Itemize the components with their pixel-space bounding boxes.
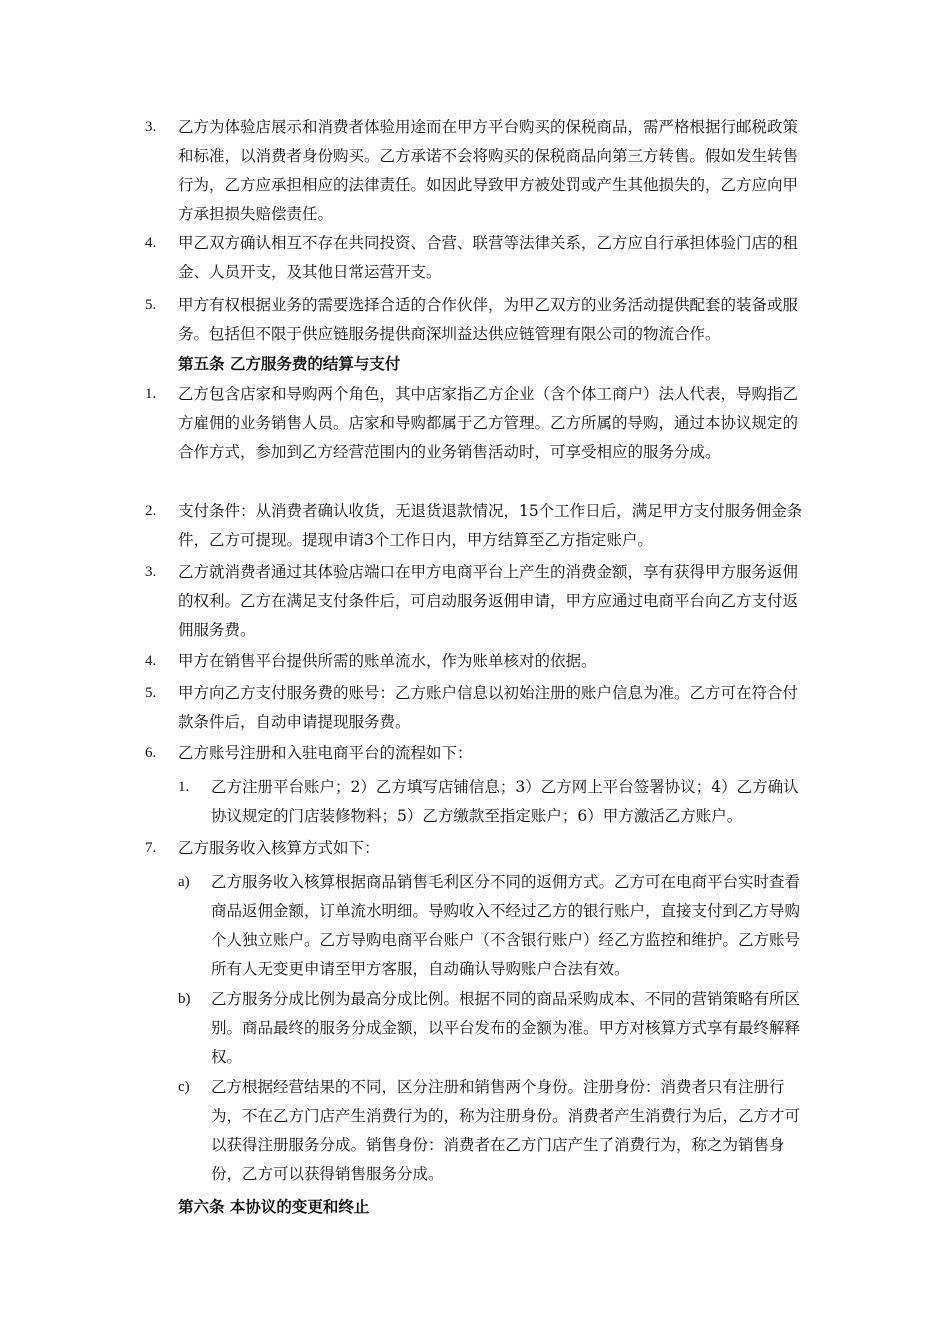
item-text: 支付条件：从消费者确认收货，无退货退款情况，15个工作日后，满足甲方支付服务佣金条件，乙方可提现。提现申请3个工作日内，甲方结算至乙方指定账户。 — [178, 502, 803, 549]
item-text: 乙方账号注册和入驻电商平台的流程如下： — [178, 744, 473, 762]
sub-item — [178, 868, 810, 984]
item-letter: b) — [178, 991, 191, 1007]
item-number: 7. — [145, 840, 157, 856]
item-text: 乙方注册平台账户；2）乙方填写店铺信息；3）乙方网上平台签署协议；4）乙方确认协议规定的门店装修物料；5）乙方缴款至指定账户；6）甲方激活乙方账户。 — [211, 778, 799, 825]
item-letter: c) — [178, 1079, 190, 1095]
list-item — [145, 291, 810, 349]
item-text: 乙方服务分成比例为最高分成比例。根据不同的商品采购成本、不同的营销策略有所区别。商品最终的服务分成金额，以平台发布的金额为准。甲方对核算方式享有最终解释权。 — [211, 990, 801, 1066]
list-item — [145, 229, 810, 287]
item-number: 1. — [178, 779, 190, 795]
item-text: 乙方根据经营结果的不同，区分注册和销售两个身份。注册身份：消费者只有注册行为，不在乙方门店产生消费行为的，称为注册身份。消费者产生消费行为后，乙方才可以获得注册服务分成。销售身份：消费者在乙方门店产生了消费行为，称之为销售身份，乙方可以获得销售服务分成。 — [211, 1078, 801, 1183]
item-number: 5. — [145, 685, 157, 701]
item-number: 1. — [145, 386, 157, 402]
item-number: 6. — [145, 745, 157, 761]
list-item — [145, 834, 810, 863]
list-item — [145, 558, 810, 645]
list-item — [145, 739, 810, 768]
item-text: 乙方服务收入核算根据商品销售毛利区分不同的返佣方式。乙方可在电商平台实时查看商品返佣金额，订单流水明细。导购收入不经过乙方的银行账户，直接支付到乙方导购个人独立账户。乙方导购电商平台账户（不含银行账户）经乙方监控和维护。乙方账号所有人无变更申请至甲方客服，自动确认导购账户合法有效。 — [211, 873, 801, 978]
item-text: 甲方有权根据业务的需要选择合适的合作伙伴，为甲乙双方的业务活动提供配套的装备或服务。包括但不限于供应链服务提供商深圳益达供应链管理有限公司的物流合作。 — [178, 296, 799, 343]
item-text: 甲方向乙方支付服务费的账号：乙方账户信息以初始注册的账户信息为准。乙方可在符合付款条件后，自动申请提现服务费。 — [178, 684, 799, 731]
item-letter: a) — [178, 874, 190, 890]
section-heading: 第五条 乙方服务费的结算与支付 — [178, 355, 401, 373]
item-text: 甲方在销售平台提供所需的账单流水，作为账单核对的依据。 — [178, 652, 597, 670]
list-item — [145, 647, 810, 676]
item-text: 乙方就消费者通过其体验店端口在甲方电商平台上产生的消费金额，享有获得甲方服务返佣的权利。乙方在满足支付条件后，可启动服务返佣申请，甲方应通过电商平台向乙方支付返佣服务费。 — [178, 563, 799, 639]
item-number: 2. — [145, 503, 157, 519]
item-number: 3. — [145, 564, 157, 580]
process-step — [178, 773, 810, 831]
sub-item — [178, 1073, 810, 1189]
list-item — [145, 679, 810, 737]
item-number: 4. — [145, 653, 157, 669]
item-text: 甲乙双方确认相互不存在共同投资、合营、联营等法律关系，乙方应自行承担体验门店的租金、人员开支，及其他日常运营开支。 — [178, 234, 799, 281]
list-item — [145, 497, 810, 555]
item-number: 3. — [145, 119, 157, 135]
item-text: 乙方包含店家和导购两个角色，其中店家指乙方企业（含个体工商户）法人代表，导购指乙方雇佣的业务销售人员。店家和导购都属于乙方管理。乙方所属的导购，通过本协议规定的合作方式，参加到乙方经营范围内的业务销售活动时，可享受相应的服务分成。 — [178, 385, 799, 461]
item-number: 4. — [145, 235, 157, 251]
list-item — [145, 113, 810, 229]
section-heading: 第六条 本协议的变更和终止 — [178, 1198, 370, 1216]
list-item — [145, 380, 810, 467]
item-text: 乙方为体验店展示和消费者体验用途而在甲方平台购买的保税商品，需严格根据行邮税政策和标准，以消费者身份购买。乙方承诺不会将购买的保税商品向第三方转售。假如发生转售行为，乙方应承担相应的法律责任。如因此导致甲方被处罚或产生其他损失的，乙方应向甲方承担损失赔偿责任。 — [178, 118, 799, 223]
sub-item — [178, 985, 810, 1072]
item-text: 乙方服务收入核算方式如下： — [178, 839, 380, 857]
item-number: 5. — [145, 297, 157, 313]
